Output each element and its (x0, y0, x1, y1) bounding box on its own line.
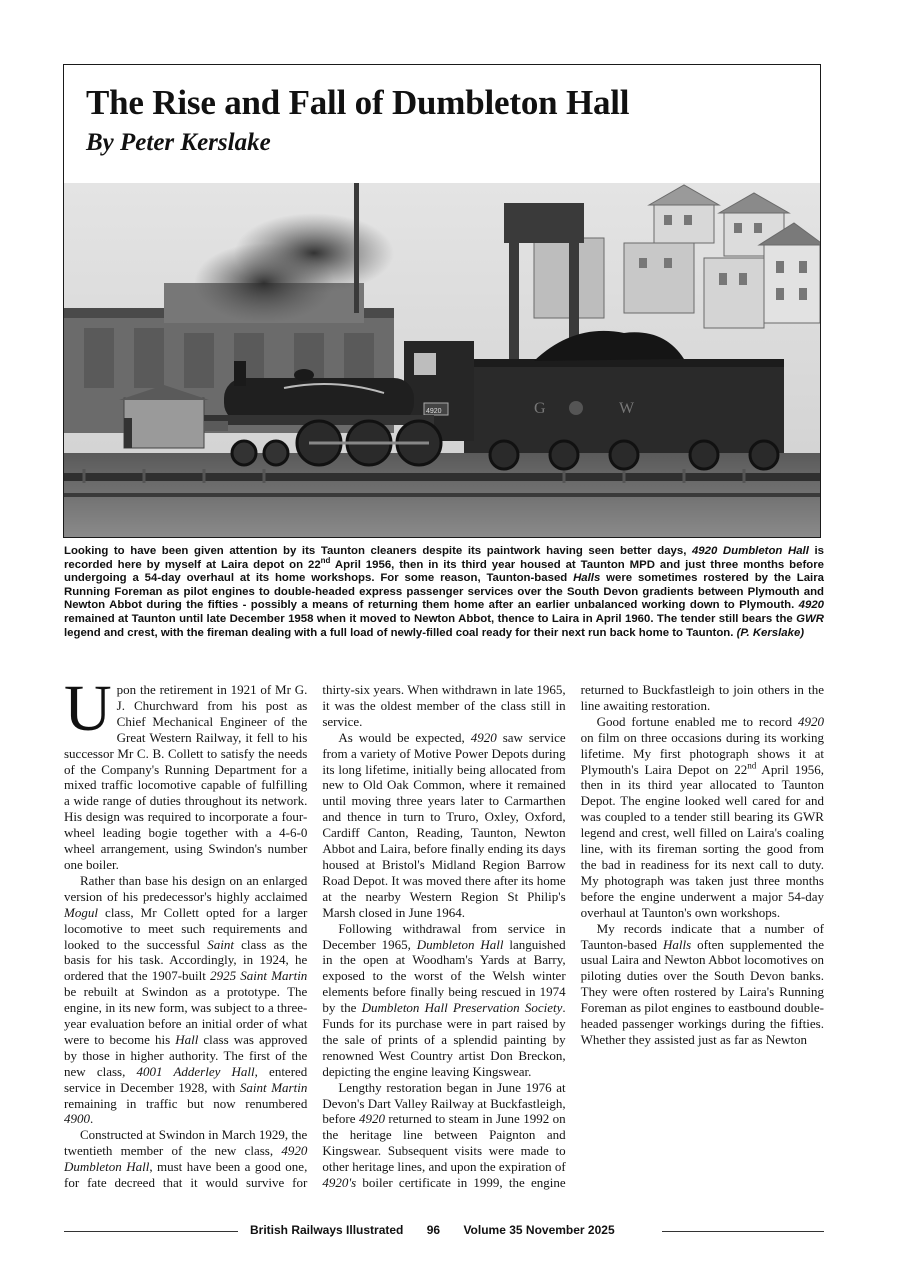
photo-caption: Looking to have been given attention by its Taunton cleaners despite its paintwork having seen better days, 4920 Dumbleton Hall is recorded here by myself at Laira depot on 22nd April 1956, then in its third year housed at Taunton MPD and just three months before undergoing a 54-day overhaul at its home workshops. For some reason, Taunton-based Halls were sometimes rostered by the Laira Running Foreman as pilot engines to double-headed express passenger services over the South Devon gradients between Plymouth and Newton Abbot during the fifties - possibly a means of returning them home after an earlier unbalanced working down to Plymouth. 4920 remained at Taunton until late December 1958 when it moved to Newton Abbot, thence to Laira in April 1960. The tender still bears the GWR legend and crest, with the fireman dealing with a full load of newly-filled coal ready for their next run back home to Taunton. (P. Kerslake) (64, 545, 824, 639)
footer-rule-right (662, 1231, 824, 1232)
locomotive-photo (64, 183, 820, 537)
footer-issue: Volume 35 November 2025 (463, 1223, 615, 1237)
body-paragraph-5: Following withdrawal from service in December 1965, Dumbleton Hall languished in the open at Woodham's Yards at Barry, exposed to the worst of the Welsh winter elements before finally being rescued in 1974 by the Dumbleton Hall Preservation Society. Funds for its purchase were in part raised by the sale of prints of a splendid painting by renowned West Country artist Don Breckon, depicting the engine leaving Kingswear. (322, 920, 566, 1079)
body-paragraph-2: Rather than base his design on an enlarged version of his predecessor's highly acclaimed Mogul class, Mr Collett opted for a larger locomotive to meet such requirements and looked to the successful Saint class as the basis for his task. Accordingly, in 1924, he ordered that the 1907-built 2925 Saint Martin be rebuilt at Swindon as a prototype. The engine, in its new form, was subject to a three-year evaluation before an initial order of what were to become his Hall class was approved by those in higher authority. The first of the new class, 4001 Adderley Hall, entered service in December 1928, with Saint Martin remaining in traffic but now renumbered 4900. (64, 872, 308, 1127)
page-footer (64, 1223, 824, 1239)
body-paragraph-7: Good fortune enabled me to record 4920 on film on three occasions during its working lifetime. My first photograph shows it at Plymouth's Laira Depot on 22nd April 1956, then in its third year allocated to Taunton Depot. The engine looked well cared for and was coupled to a tender still bearing its GWR legend and crest, well filled on Laira's coaling line, with its fireman sorting the good from the bad in readiness for its next call to duty. My photograph was taken just three months before the engine underwent a major 54-day overhaul at Taunton's own workshops. (580, 713, 824, 920)
tender-letter-g: G (534, 400, 546, 417)
body-paragraph-6: Lengthy restoration began in June 1976 at Devon's Dart Valley Railway at Buckfastleigh, before 4920 returned to steam in June 1992 on the heritage line between Paignton and Kingswear. Subsequent visits were made to other heritage lines, and upon the expiration of 4920's boiler certificate in 1999, the engine returned to Buckfastleigh to join others in the line awaiting restoration. (322, 682, 824, 1191)
footer-text (250, 1223, 615, 1237)
footer-rule-left (64, 1231, 238, 1232)
body-paragraph-1: Upon the retirement in 1921 of Mr G. J. Churchward from his post as Chief Mechanical Engineer of the Great Western Railway, it fell to his successor Mr C. B. Collett to satisfy the needs of the Company's Running Department for a mixed traffic locomotive capable of fulfilling a wide range of duties throughout its network. His design was required to incorporate a four-wheel leading bogie together with a 4-6-0 wheel arrangement, using Swindon's number one boiler. (64, 672, 308, 872)
railway-worker-figure (124, 418, 132, 448)
body-paragraph-3: Constructed at Swindon in March 1929, the twentieth member of the new class, 4920 Dumbleton Hall, must have been a good one, for fate decreed that it would survive for thirty-six years. When withdrawn in late 1965, it was the oldest member of the class still in service. (64, 682, 566, 1191)
article-title: The Rise and Fall of Dumbleton Hall (86, 83, 630, 122)
body-paragraph-8: My records indicate that a number of Taunton-based Halls often supplemented the usual Laira and Newton Abbot locomotives on piloting duties over the South Devon banks. They were often rostered by Laira's Running Foreman as pilot engines to eastbound double-headed passenger workings during the fifties. Whether they assisted just as far as Newton (580, 920, 824, 1047)
article-byline: By Peter Kerslake (86, 129, 271, 156)
body-paragraph-4: As would be expected, 4920 saw service from a variety of Motive Power Depots during its long lifetime, initially being allocated from new to Old Oak Common, where it remained until moving three years later to Carmarthen and thence in turn to Truro, Oxley, Oxford, Cardiff Canton, Reading, Taunton, Newton Abbot and Laira, before finally ending its days housed at Bristol's Midland Region Barrow Road Depot. It was moved there after its home at the nearby Western Region St Philip's Marsh closed in June 1964. (322, 729, 566, 920)
footer-page-number: 96 (426, 1223, 441, 1237)
article-body (64, 672, 824, 1200)
headline-frame (63, 64, 821, 538)
cabside-number: 4920 (426, 408, 442, 415)
drop-cap: U (64, 672, 112, 745)
locomotive-photo-illustration (64, 183, 820, 537)
tender-letter-w: W (619, 400, 635, 417)
footer-publication: British Railways Illustrated (250, 1223, 404, 1237)
